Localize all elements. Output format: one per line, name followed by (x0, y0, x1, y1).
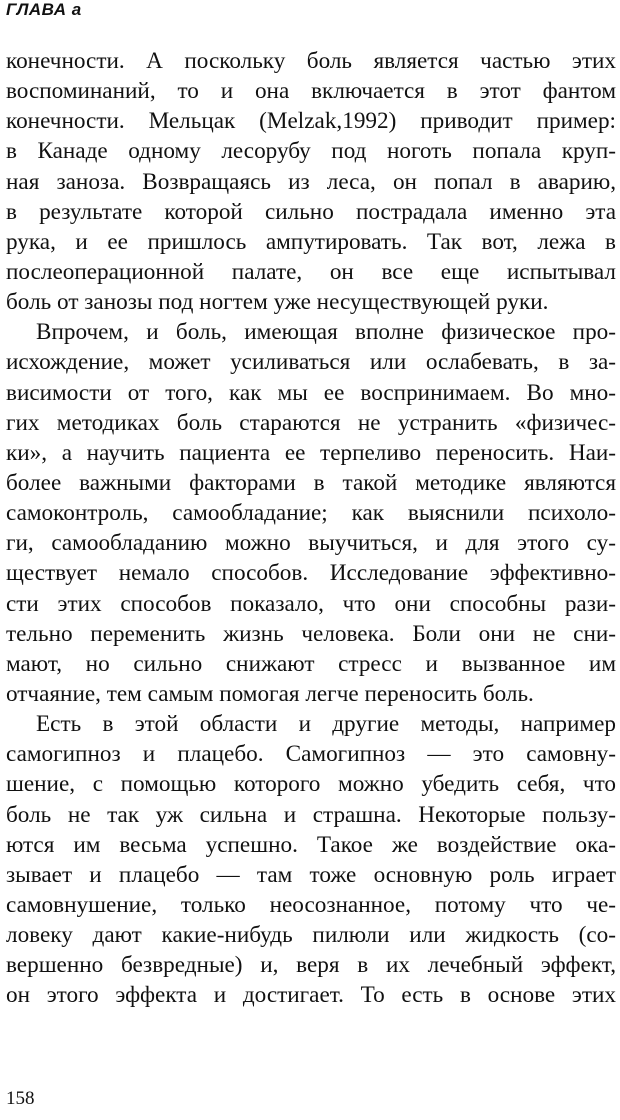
text-line: в Канаде одному лесорубу под ноготь попала круп- (6, 138, 616, 165)
text-line: висимости от того, как мы ее воспринимаем. Во мно- (6, 379, 616, 406)
text-line: гих методиках боль стараются не устранить «физичес- (6, 409, 616, 436)
text-line: самоконтроль, самообладание; как выяснили психоло- (6, 500, 616, 527)
page-number: 158 (6, 1088, 35, 1109)
text-line: ная заноза. Возвращаясь из леса, он попал в аварию, (6, 168, 616, 195)
text-line: вершенно безвредные) и, веря в их лечебный эффект, (6, 952, 616, 979)
text-line: самогипноз и плацебо. Самогипноз — это самовну- (6, 741, 616, 768)
text-line: отчаяние, тем самым помогая легче переносить боль. (6, 680, 534, 707)
text-line: ки», а научить пациента ее терпеливо переносить. Наи- (6, 439, 616, 466)
text-line: ществует немало способов. Исследование эффективно- (6, 560, 616, 587)
text-line: боль от занозы под ногтем уже несуществующей руки. (6, 289, 549, 316)
text-line: ются им весьма успешно. Такое же воздействие ока- (6, 831, 616, 858)
text-line: он этого эффекта и достигает. То есть в основе этих (6, 982, 616, 1009)
text-line: рука, и ее пришлось ампутировать. Так вот, лежа в (6, 228, 616, 255)
text-line: зывает и плацебо — там тоже основную роль играет (6, 861, 616, 888)
text-line: воспоминаний, то и она включается в этот фантом (6, 78, 616, 105)
text-line: шение, с помощью которого можно убедить себя, что (6, 771, 616, 798)
text-line: послеоперационной палате, он все еще испытывал (6, 258, 616, 285)
text-line: ловеку дают какие-нибудь пилюли или жидкость (со- (6, 922, 616, 949)
text-line: боль не так уж сильна и страшна. Некоторые пользу- (6, 801, 616, 828)
text-line: мают, но сильно снижают стресс и вызванное им (6, 650, 616, 677)
text-line: Есть в этой области и другие методы, например (36, 711, 616, 738)
running-head: ГЛАВА а (6, 0, 82, 19)
text-line: конечности. Мельцак (Melzak,1992) приводит пример: (6, 108, 616, 135)
text-line: конечности. А поскольку боль является частью этих (6, 48, 616, 74)
text-line: более важными факторами в такой методике являются (6, 469, 616, 496)
text-line: Впрочем, и боль, имеющая вполне физическое про- (36, 319, 616, 346)
text-line: ги, самообладанию можно выучиться, и для этого су- (6, 530, 616, 557)
body-text (6, 46, 616, 1011)
text-line: самовнушение, только неосознанное, потому что че- (6, 891, 616, 918)
text-line: исхождение, может усиливаться или ослабевать, в за- (6, 349, 616, 376)
text-line: тельно переменить жизнь человека. Боли они не сни- (6, 620, 616, 647)
text-line: в результате которой сильно пострадала именно эта (6, 198, 616, 225)
text-line: сти этих способов показало, что они способны рази- (6, 590, 616, 617)
